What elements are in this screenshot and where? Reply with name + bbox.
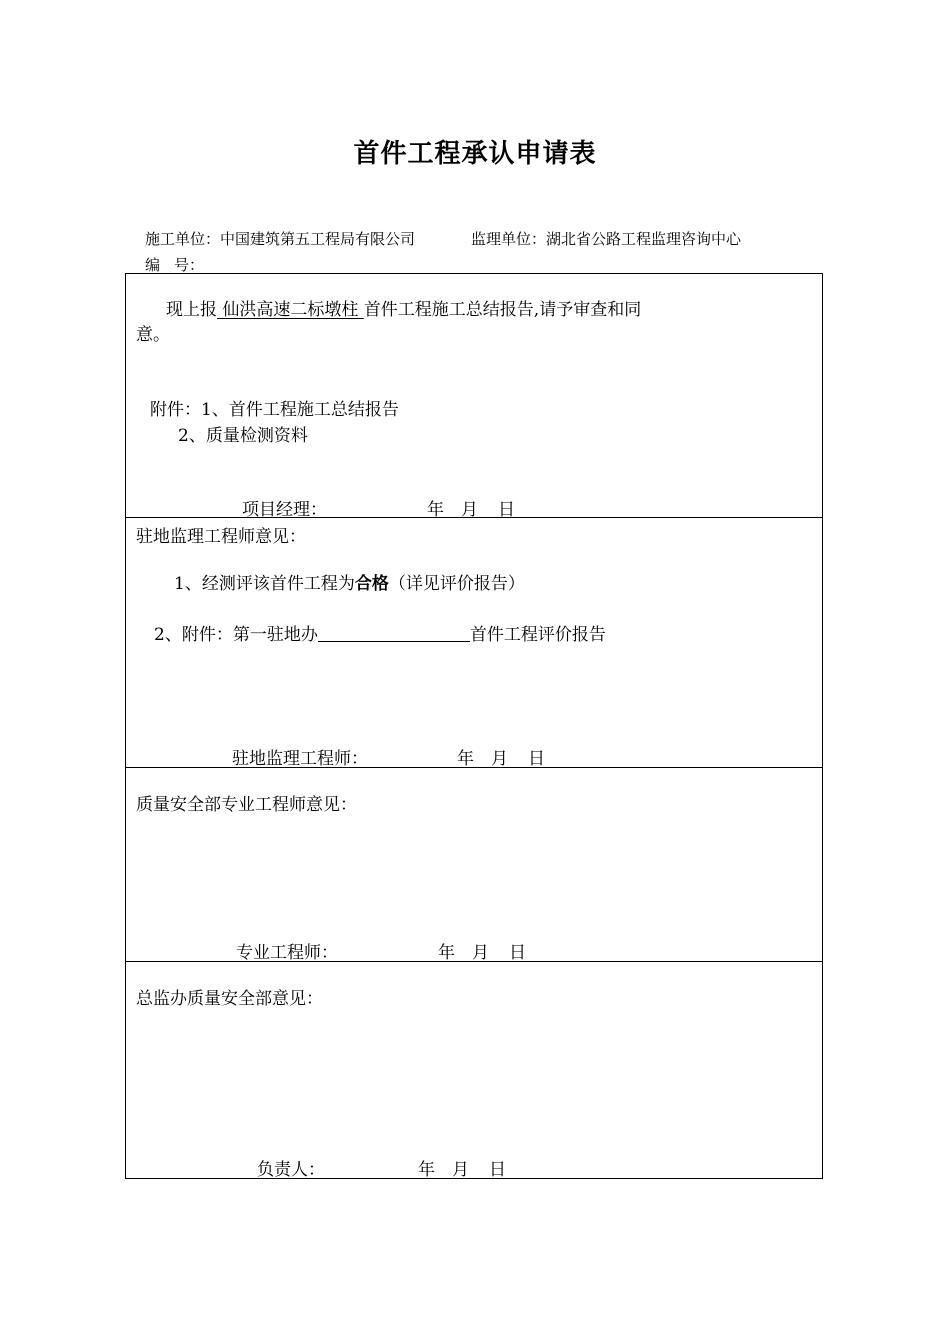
day-label: 日 [509, 943, 526, 963]
month-label: 月 [452, 1160, 469, 1180]
day-label: 日 [498, 500, 515, 520]
number-label-part2: 号： [174, 256, 205, 274]
date-line [457, 744, 545, 769]
date-line [427, 495, 515, 520]
attachment-1: 附件：1、首件工程施工总结报告 [150, 400, 399, 420]
submission-section [126, 274, 822, 518]
day-label: 日 [489, 1160, 506, 1180]
quality-safety-engineer-section [126, 768, 822, 962]
year-label: 年 [418, 1160, 435, 1180]
evaluation-item-1 [174, 569, 525, 594]
submission-line2: 意。 [136, 325, 170, 345]
chief-supervisor-heading: 总监办质量安全部意见： [136, 989, 323, 1009]
form-title: 首件工程承认申请表 [353, 139, 597, 169]
attachment-prefix: 2、附件：第一驻地办 [154, 625, 318, 645]
date-line [418, 1155, 506, 1180]
resident-supervisor-section [126, 518, 822, 768]
month-label: 月 [491, 749, 508, 769]
submission-suffix: 首件工程施工总结报告,请予审查和同 [363, 300, 642, 320]
blank-line [318, 625, 470, 642]
evaluation-prefix: 1、经测评该首件工程为 [174, 574, 355, 594]
professional-engineer-signature: 专业工程师： [236, 943, 338, 963]
year-label: 年 [457, 749, 474, 769]
year-label: 年 [427, 500, 444, 520]
resident-engineer-signature: 驻地监理工程师： [232, 749, 368, 769]
resident-supervisor-heading: 驻地监理工程师意见： [136, 527, 306, 547]
application-form-table [125, 273, 823, 1179]
attachment-suffix: 首件工程评价报告 [469, 625, 606, 645]
chief-supervisor-section [126, 962, 822, 1180]
month-label: 月 [461, 500, 478, 520]
evaluation-result: 合格 [354, 574, 389, 594]
responsible-person-signature: 负责人： [257, 1160, 325, 1180]
date-line [438, 938, 526, 963]
number-label-part1: 编 [145, 256, 161, 274]
project-name: 仙洪高速二标墩柱 [217, 300, 364, 320]
submission-prefix: 现上报 [166, 300, 217, 320]
evaluation-suffix: （详见评价报告） [388, 574, 525, 594]
supervisor-label: 监理单位：湖北省公路工程监理咨询中心 [471, 230, 742, 248]
contractor-label: 施工单位：中国建筑第五工程局有限公司 [145, 230, 416, 248]
year-label: 年 [438, 943, 455, 963]
month-label: 月 [472, 943, 489, 963]
evaluation-item-2 [154, 620, 606, 645]
day-label: 日 [528, 749, 545, 769]
number-label [145, 254, 204, 275]
project-manager-signature: 项目经理： [242, 500, 327, 520]
submission-line1 [166, 295, 641, 320]
quality-safety-engineer-heading: 质量安全部专业工程师意见： [136, 795, 357, 815]
attachment-2: 2、质量检测资料 [178, 426, 308, 446]
